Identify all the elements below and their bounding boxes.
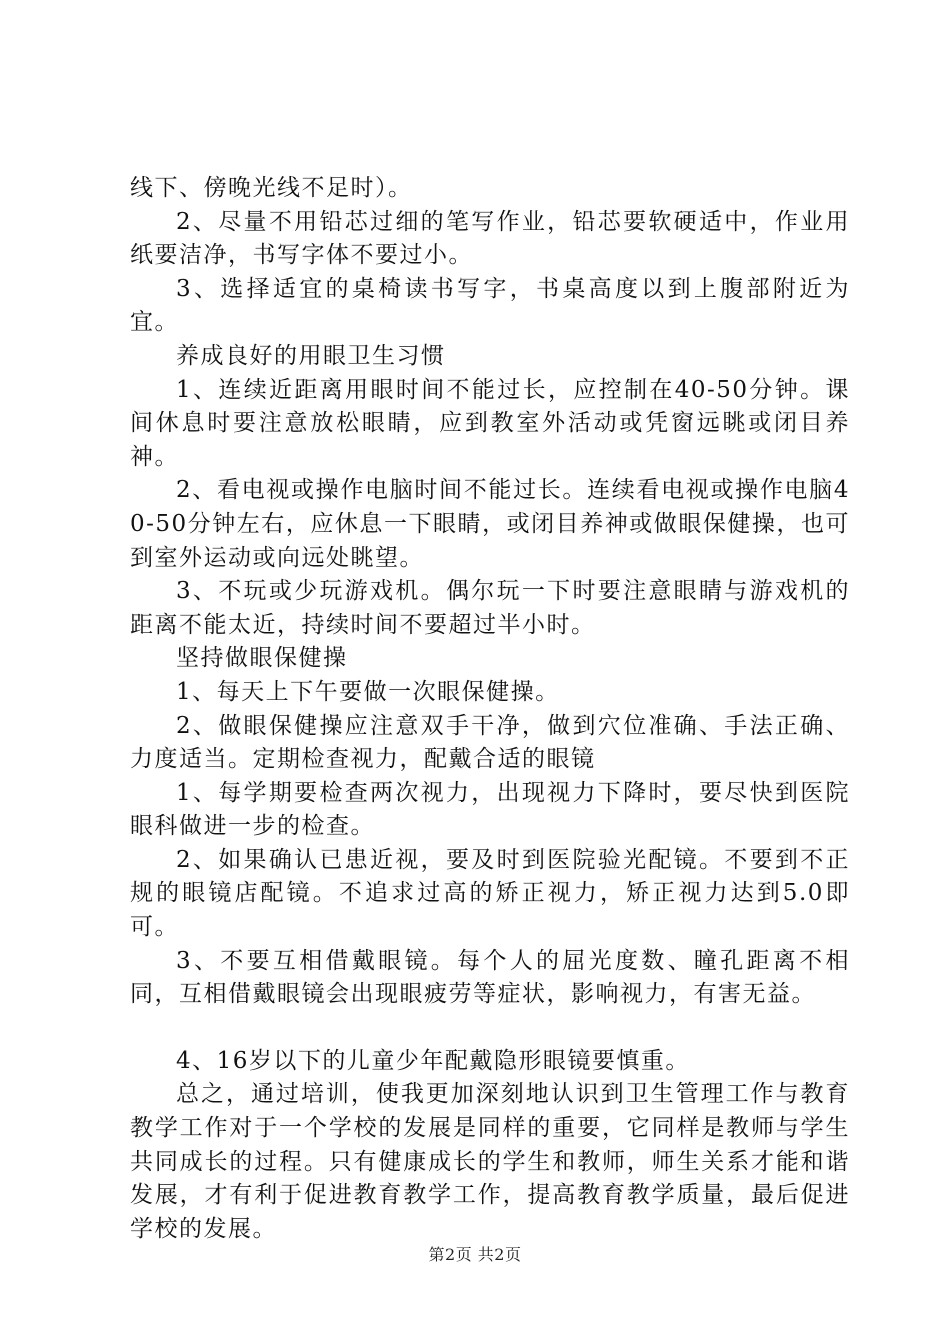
paragraph: 3、选择适宜的桌椅读书写字，书桌高度以到上腹部附近为宜。: [130, 275, 850, 336]
section-heading: 养成良好的用眼卫生习惯: [176, 342, 446, 369]
paragraph: 1、每天上下午要做一次眼保健操。: [176, 678, 560, 705]
document-body: [130, 172, 850, 1246]
section-heading: 坚持做眼保健操: [176, 645, 348, 672]
page-footer: 第2页 共2页: [428, 1245, 522, 1264]
paragraph: 1、每学期要检查两次视力，出现视力下降时，要尽快到医院眼科做进一步的检查。: [130, 779, 850, 840]
paragraph: 2、看电视或操作电脑时间不能过长。连续看电视或操作电脑40-50分钟左右，应休息一下眼睛，或闭目养神或做眼保健操，也可到室外运动或向远处眺望。: [130, 477, 850, 571]
conclusion-paragraph: 总之，通过培训，使我更加深刻地认识到卫生管理工作与教育教学工作对于一个学校的发展是同样的重要，它同样是教师与学生共同成长的过程。只有健康成长的学生和教师，师生关系才能和谐发展，才有利于促进教育教学工作，提高教育教学质量，最后促进学校的发展。: [130, 1081, 850, 1242]
paragraph: 1、连续近距离用眼时间不能过长，应控制在40-50分钟。课间休息时要注意放松眼睛，应到教室外活动或凭窗远眺或闭目养神。: [130, 376, 850, 470]
paragraph: 2、尽量不用铅芯过细的笔写作业，铅芯要软硬适中，作业用纸要洁净，书写字体不要过小。: [130, 208, 850, 269]
paragraph: 2、做眼保健操应注意双手干净，做到穴位准确、手法正确、力度适当。定期检查视力，配戴合适的眼镜: [130, 712, 850, 773]
paragraph: 3、不要互相借戴眼镜。每个人的屈光度数、瞳孔距离不相同，互相借戴眼镜会出现眼疲劳等症状，影响视力，有害无益。: [130, 947, 850, 1008]
paragraph: 4、16岁以下的儿童少年配戴隐形眼镜要慎重。: [176, 1047, 690, 1074]
paragraph-continuation: 线下、傍晚光线不足时）。: [130, 175, 413, 201]
paragraph: 2、如果确认已患近视，要及时到医院验光配镜。不要到不正规的眼镜店配镜。不追求过高的矫正视力，矫正视力达到5.0即可。: [130, 846, 850, 941]
paragraph: 3、不玩或少玩游戏机。偶尔玩一下时要注意眼睛与游戏机的距离不能太近，持续时间不要超过半小时。: [130, 578, 850, 638]
